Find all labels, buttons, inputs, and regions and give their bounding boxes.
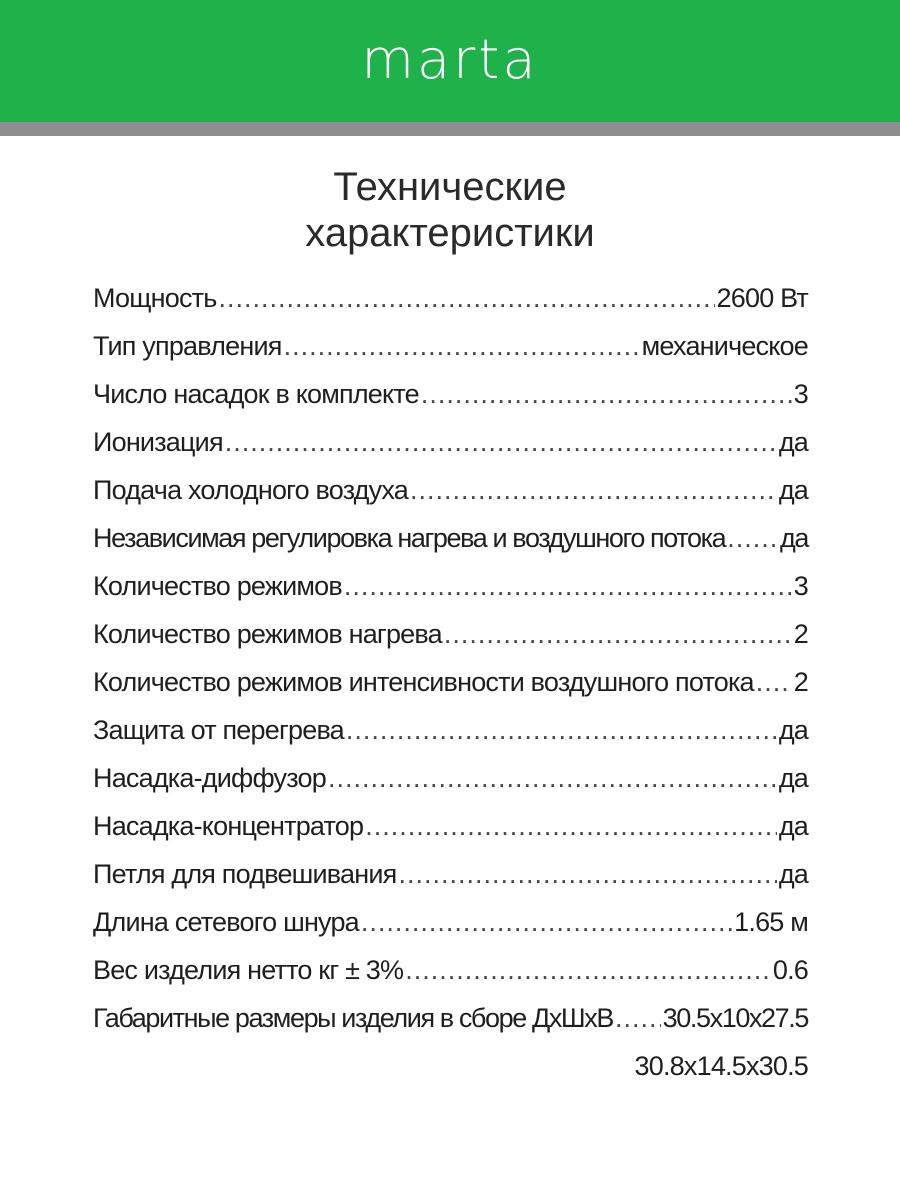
spec-row (93, 667, 808, 715)
spec-row (93, 859, 808, 907)
spec-label: Ионизация (93, 427, 223, 457)
dot-leader (365, 811, 777, 842)
spec-label: Насадка-концентратор (93, 811, 364, 841)
spec-label: Число насадок в комплекте (93, 379, 419, 409)
spec-value: механическое (641, 331, 808, 361)
dot-leader (405, 955, 771, 986)
spec-row (93, 475, 808, 523)
spec-label: Количество режимов интенсивности воздушного потока (93, 667, 754, 697)
dot-leader (410, 475, 777, 506)
spec-label: Количество режимов (93, 571, 342, 601)
spec-value: 3 (793, 379, 808, 409)
spec-value: 2600 Вт (716, 283, 808, 313)
spec-row (93, 715, 808, 763)
spec-label: Подача холодного воздуха (93, 475, 408, 505)
dot-leader (219, 283, 715, 314)
brand-header (0, 0, 900, 122)
spec-value: да (778, 475, 808, 505)
spec-label: Защита от перегрева (93, 715, 344, 745)
brand-logo: marta (361, 28, 539, 91)
spec-row (93, 331, 808, 379)
spec-row (93, 379, 808, 427)
spec-value: 3 (793, 571, 808, 601)
header-divider (0, 122, 900, 136)
spec-value: 1.65 м (734, 907, 808, 937)
spec-value: да (778, 715, 808, 745)
spec-row (93, 571, 808, 619)
spec-value: да (778, 859, 808, 889)
spec-row (93, 1003, 808, 1051)
spec-value: 30.5x10x27.5 (662, 1003, 808, 1033)
dot-leader (361, 907, 732, 938)
spec-label: Петля для подвешивания (93, 859, 397, 889)
spec-label: Тип управления (93, 331, 282, 361)
spec-row (93, 955, 808, 1003)
spec-row (93, 427, 808, 475)
dot-leader (756, 667, 792, 698)
dot-leader (328, 763, 777, 794)
dot-leader (346, 715, 777, 746)
specs-list (93, 283, 808, 1099)
spec-row (93, 811, 808, 859)
dot-leader (727, 523, 778, 554)
dot-leader (421, 379, 792, 410)
title-line-2: характеристики (305, 211, 595, 255)
spec-value: да (778, 427, 808, 457)
spec-value: 2 (793, 667, 808, 697)
spec-value: да (778, 811, 808, 841)
dot-leader (615, 1003, 661, 1034)
page-title (0, 164, 900, 256)
dot-leader (284, 331, 640, 362)
spec-row (93, 619, 808, 667)
spec-value-extra: 30.8x14.5x30.5 (634, 1051, 808, 1081)
spec-label: Габаритные размеры изделия в сборе ДхШхВ (93, 1003, 613, 1033)
spec-value: да (778, 763, 808, 793)
spec-label: Независимая регулировка нагрева и воздушного потока (93, 523, 726, 553)
spec-row (93, 523, 808, 571)
spec-value: 0.6 (772, 955, 808, 985)
spec-label: Насадка-диффузор (93, 763, 326, 793)
spec-label: Длина сетевого шнура (93, 907, 359, 937)
spec-row (93, 907, 808, 955)
spec-row (93, 763, 808, 811)
dot-leader (225, 427, 777, 458)
spec-row (93, 283, 808, 331)
spec-label: Мощность (93, 283, 217, 313)
spec-value: да (780, 523, 808, 553)
dot-leader (398, 859, 776, 890)
dot-leader (344, 571, 792, 602)
title-line-1: Технические (333, 165, 567, 209)
spec-label: Вес изделия нетто кг ± 3% (93, 955, 404, 985)
spec-label: Количество режимов нагрева (93, 619, 442, 649)
dot-leader (444, 619, 792, 650)
spec-value: 2 (793, 619, 808, 649)
